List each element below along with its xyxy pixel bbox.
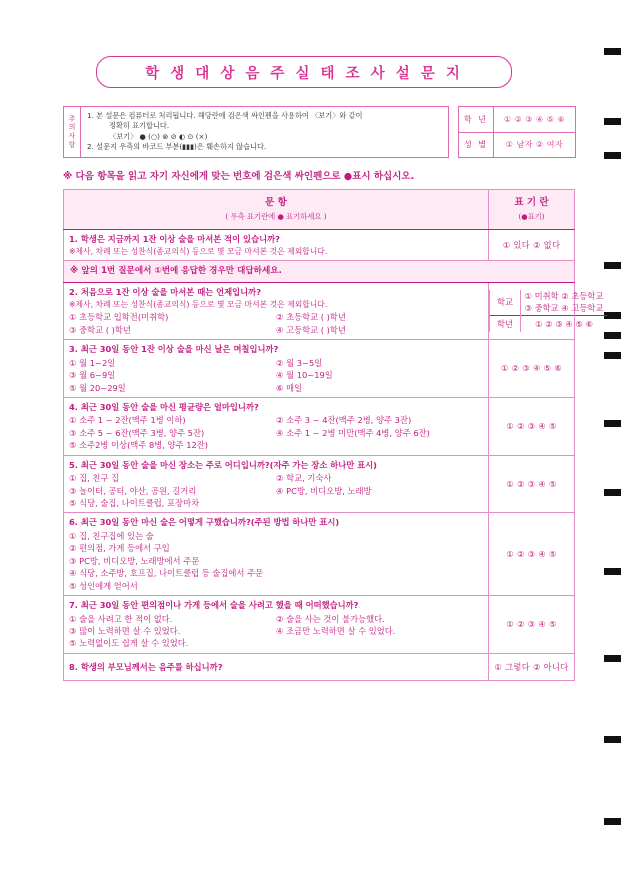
question-2-option-4[interactable]: ④ 고등학교 ( )학년 — [276, 324, 346, 335]
table-row — [64, 596, 575, 654]
caution-line-3: 2. 설문지 우측의 바코드 부분(▮▮▮)은 훼손하지 않습니다. — [87, 142, 267, 152]
registration-mark — [604, 352, 621, 359]
question-2-answer-grid — [489, 290, 607, 332]
question-6-options — [69, 530, 483, 592]
question-8-answer-bubbles[interactable]: ① 그렇다 ② 아니다 — [489, 653, 575, 680]
question-6-option-5[interactable]: ⑤ 성인에게 얻어서 — [69, 580, 138, 591]
registration-mark — [604, 420, 621, 427]
question-3-cell — [64, 340, 489, 398]
question-7-option-1[interactable]: ① 술을 사려고 한 적이 없다. — [69, 613, 173, 624]
question-5-option-5[interactable]: ⑤ 식당, 술집, 나이트클럽, 포장마차 — [69, 498, 200, 509]
question-3-answer-bubbles[interactable]: ① ② ③ ④ ⑤ ⑥ — [489, 340, 575, 398]
question-2-option-3[interactable]: ③ 중학교 ( )학년 — [69, 324, 131, 335]
registration-mark — [604, 655, 621, 662]
question-2-school-bubbles-line1: ① 미취학 ② 초등학교 — [524, 291, 604, 302]
table-header-row — [64, 190, 575, 230]
registration-mark — [604, 736, 621, 743]
header-questions — [64, 190, 489, 230]
question-1-note: ※제사, 차례 또는 성찬식(종교의식) 등으로 몇 모금 마셔본 것은 제외합니다. — [69, 246, 328, 256]
question-3-option-2[interactable]: ② 월 3~5일 — [276, 357, 323, 368]
question-7-options — [69, 613, 483, 650]
question-7-option-5[interactable]: ⑤ 노력없이도 쉽게 살 수 있었다. — [69, 638, 189, 649]
question-1-title: 1. 학생은 지금까지 1잔 이상 술을 마셔본 적이 있습니까? — [69, 234, 280, 245]
questions-table — [63, 189, 604, 681]
question-7-answer-bubbles[interactable]: ① ② ③ ④ ⑤ — [489, 596, 575, 654]
header-questions-label: 문 항 — [265, 197, 287, 208]
table-row — [64, 340, 575, 398]
grade-bubbles[interactable]: ① ② ③ ④ ⑤ ⑥ — [503, 114, 566, 124]
caution-line-1b: 정확히 표기합니다. — [109, 121, 170, 131]
header-answers-label: 표 기 란 — [514, 197, 549, 208]
grade-label: 학 년 — [459, 107, 494, 132]
header-questions-sub: ( 우측 표기란에 ● 표기하세요 ) — [225, 212, 327, 222]
question-3-option-4[interactable]: ④ 월 10~19일 — [276, 370, 333, 381]
question-2-note: ※제사, 차례 또는 성찬식(종교의식) 등으로 몇 모금 마셔본 것은 제외합니다. — [69, 299, 328, 309]
question-7-option-4[interactable]: ④ 조금만 노력하면 살 수 있었다. — [276, 625, 396, 636]
page-title: 학 생 대 상 음 주 실 태 조 사 설 문 지 — [96, 56, 512, 88]
question-5-cell — [64, 455, 489, 513]
question-4-options — [69, 414, 483, 451]
question-7-cell — [64, 596, 489, 654]
question-4-option-5[interactable]: ⑤ 소주2병 이상(맥주 8병, 양주 12잔) — [69, 440, 209, 451]
question-5-option-3[interactable]: ③ 놀이터, 공터, 야산, 공원, 길거리 — [69, 485, 197, 496]
registration-mark — [604, 332, 621, 339]
registration-mark — [604, 489, 621, 496]
caution-box — [63, 106, 449, 158]
question-5-option-4[interactable]: ④ PC방, 비디오방, 노래방 — [276, 485, 372, 496]
question-2-gradeyear-label: 학년 — [490, 315, 521, 332]
question-4-cell — [64, 397, 489, 455]
question-1-answer-bubbles[interactable]: ① 있다 ② 없다 — [489, 230, 575, 261]
question-4-option-3[interactable]: ③ 소주 5 ~ 6잔(맥주 3병, 양주 5잔) — [69, 427, 205, 438]
table-row — [64, 397, 575, 455]
table-row — [64, 513, 575, 596]
caution-line-2: 〈보기〉 ● (○) ⊗ ⊘ ◐ ⊙ (×) — [109, 131, 208, 141]
sex-row — [459, 133, 575, 158]
question-5-option-2[interactable]: ② 학교, 기숙사 — [276, 473, 332, 484]
question-6-option-2[interactable]: ② 편의점, 가게 등에서 구입 — [69, 543, 170, 554]
student-info-box — [458, 106, 576, 158]
question-2-answer-cell — [489, 283, 604, 340]
question-2-cell — [64, 283, 489, 340]
question-2-school-row — [490, 290, 608, 315]
question-2-options — [69, 311, 483, 336]
registration-mark — [604, 818, 621, 825]
question-8-cell — [64, 653, 489, 680]
table-row — [64, 230, 575, 261]
caution-label: 주 의 사 항 — [64, 107, 81, 157]
registration-mark — [604, 262, 621, 269]
question-4-answer-bubbles[interactable]: ① ② ③ ④ ⑤ — [489, 397, 575, 455]
header-answers-sub: (●표기) — [518, 212, 545, 222]
question-2-title: 2. 처음으로 1잔 이상 술을 마셔본 때는 언제입니까? — [69, 287, 262, 298]
question-2-school-bubbles[interactable] — [521, 290, 608, 315]
question-4-option-2[interactable]: ② 소주 3 ~ 4잔(맥주 2병, 양주 3잔) — [276, 415, 412, 426]
question-6-option-1[interactable]: ① 집, 친구집에 있는 술 — [69, 530, 154, 541]
question-2-school-label: 학교 — [490, 290, 521, 315]
table-row — [64, 653, 575, 680]
question-4-title: 4. 최근 30일 동안 술을 마신 평균량은 얼마입니까? — [69, 401, 259, 412]
question-6-option-4[interactable]: ④ 식당, 소주방, 호프집, 나이트클럽 등 술집에서 주문 — [69, 568, 264, 579]
question-2-school-bubbles-line2: ③ 중학교 ④ 고등학교 — [524, 303, 604, 314]
question-3-option-3[interactable]: ③ 월 6~9일 — [69, 370, 116, 381]
question-6-option-3[interactable]: ③ PC방, 비디오방, 노래방에서 주문 — [69, 555, 200, 566]
caution-line-1: 1. 본 설문은 컴퓨터로 처리됩니다. 해당란에 검은색 싸인펜을 사용하여 〈보기〉와 같이 — [87, 111, 363, 120]
question-2-option-1[interactable]: ① 초등학교 입학전(미취학) — [69, 312, 169, 323]
registration-mark — [604, 48, 621, 55]
question-6-title: 6. 최근 30일 동안 마신 술은 어떻게 구했습니까?(주된 방법 하나만 표시) — [69, 517, 340, 528]
question-3-option-1[interactable]: ① 월 1~2일 — [69, 357, 116, 368]
question-3-options — [69, 357, 483, 394]
question-2-gradeyear-bubbles[interactable]: ① ② ③ ④ ⑤ ⑥ — [521, 315, 608, 332]
question-4-option-4[interactable]: ④ 소주 1 ~ 2병 미만(맥주 4병, 양주 6잔) — [276, 427, 430, 438]
question-5-options — [69, 472, 483, 509]
form-sheet — [28, 22, 604, 868]
question-8-title: 8. 학생의 부모님께서는 음주를 하십니까? — [69, 661, 223, 672]
registration-mark — [604, 568, 621, 575]
question-2-option-2[interactable]: ② 초등학교 ( )학년 — [276, 312, 346, 323]
question-5-title: 5. 최근 30일 동안 술을 마신 장소는 주로 어디입니까?(자주 가는 장소 하나만 표시) — [69, 459, 377, 470]
caution-body — [81, 107, 448, 157]
table-row — [64, 283, 575, 340]
instruction-text: ※ 다음 항목을 읽고 자기 자신에게 맞는 번호에 검은색 싸인펜으로 ●표시 하십시오. — [63, 171, 415, 182]
table-row — [64, 455, 575, 513]
question-3-option-5[interactable]: ⑤ 월 20~29일 — [69, 382, 126, 393]
registration-mark — [604, 152, 621, 159]
filter-band-row — [64, 261, 575, 283]
question-4-option-1[interactable]: ① 소주 1 ~ 2잔(맥주 1병 이하) — [69, 415, 186, 426]
sex-bubbles[interactable]: ① 남자 ② 여자 — [505, 140, 564, 150]
question-6-answer-bubbles[interactable]: ① ② ③ ④ ⑤ — [489, 513, 575, 596]
question-7-option-2[interactable]: ② 술을 사는 것이 불가능했다. — [276, 613, 385, 624]
question-3-option-6[interactable]: ⑥ 매일 — [276, 382, 303, 393]
question-7-title: 7. 최근 30일 동안 편의점이나 가게 등에서 술을 사려고 했을 때 어떠했습니까? — [69, 600, 359, 611]
sex-label: 성 별 — [459, 133, 494, 158]
question-6-cell — [64, 513, 489, 596]
question-5-option-1[interactable]: ① 집, 친구 집 — [69, 473, 120, 484]
filter-band-text: ※ 앞의 1번 질문에서 ①번에 응답한 경우만 대답하세요. — [64, 261, 575, 283]
question-7-option-3[interactable]: ③ 많이 노력하면 살 수 있었다. — [69, 625, 181, 636]
registration-mark — [604, 118, 621, 125]
question-3-title: 3. 최근 30일 동안 1잔 이상 술을 마신 날은 며칠입니까? — [69, 344, 279, 355]
header-answers — [489, 190, 575, 230]
question-5-answer-bubbles[interactable]: ① ② ③ ④ ⑤ — [489, 455, 575, 513]
question-1-cell — [64, 230, 489, 261]
question-2-gradeyear-row — [490, 315, 608, 332]
grade-row — [459, 107, 575, 133]
